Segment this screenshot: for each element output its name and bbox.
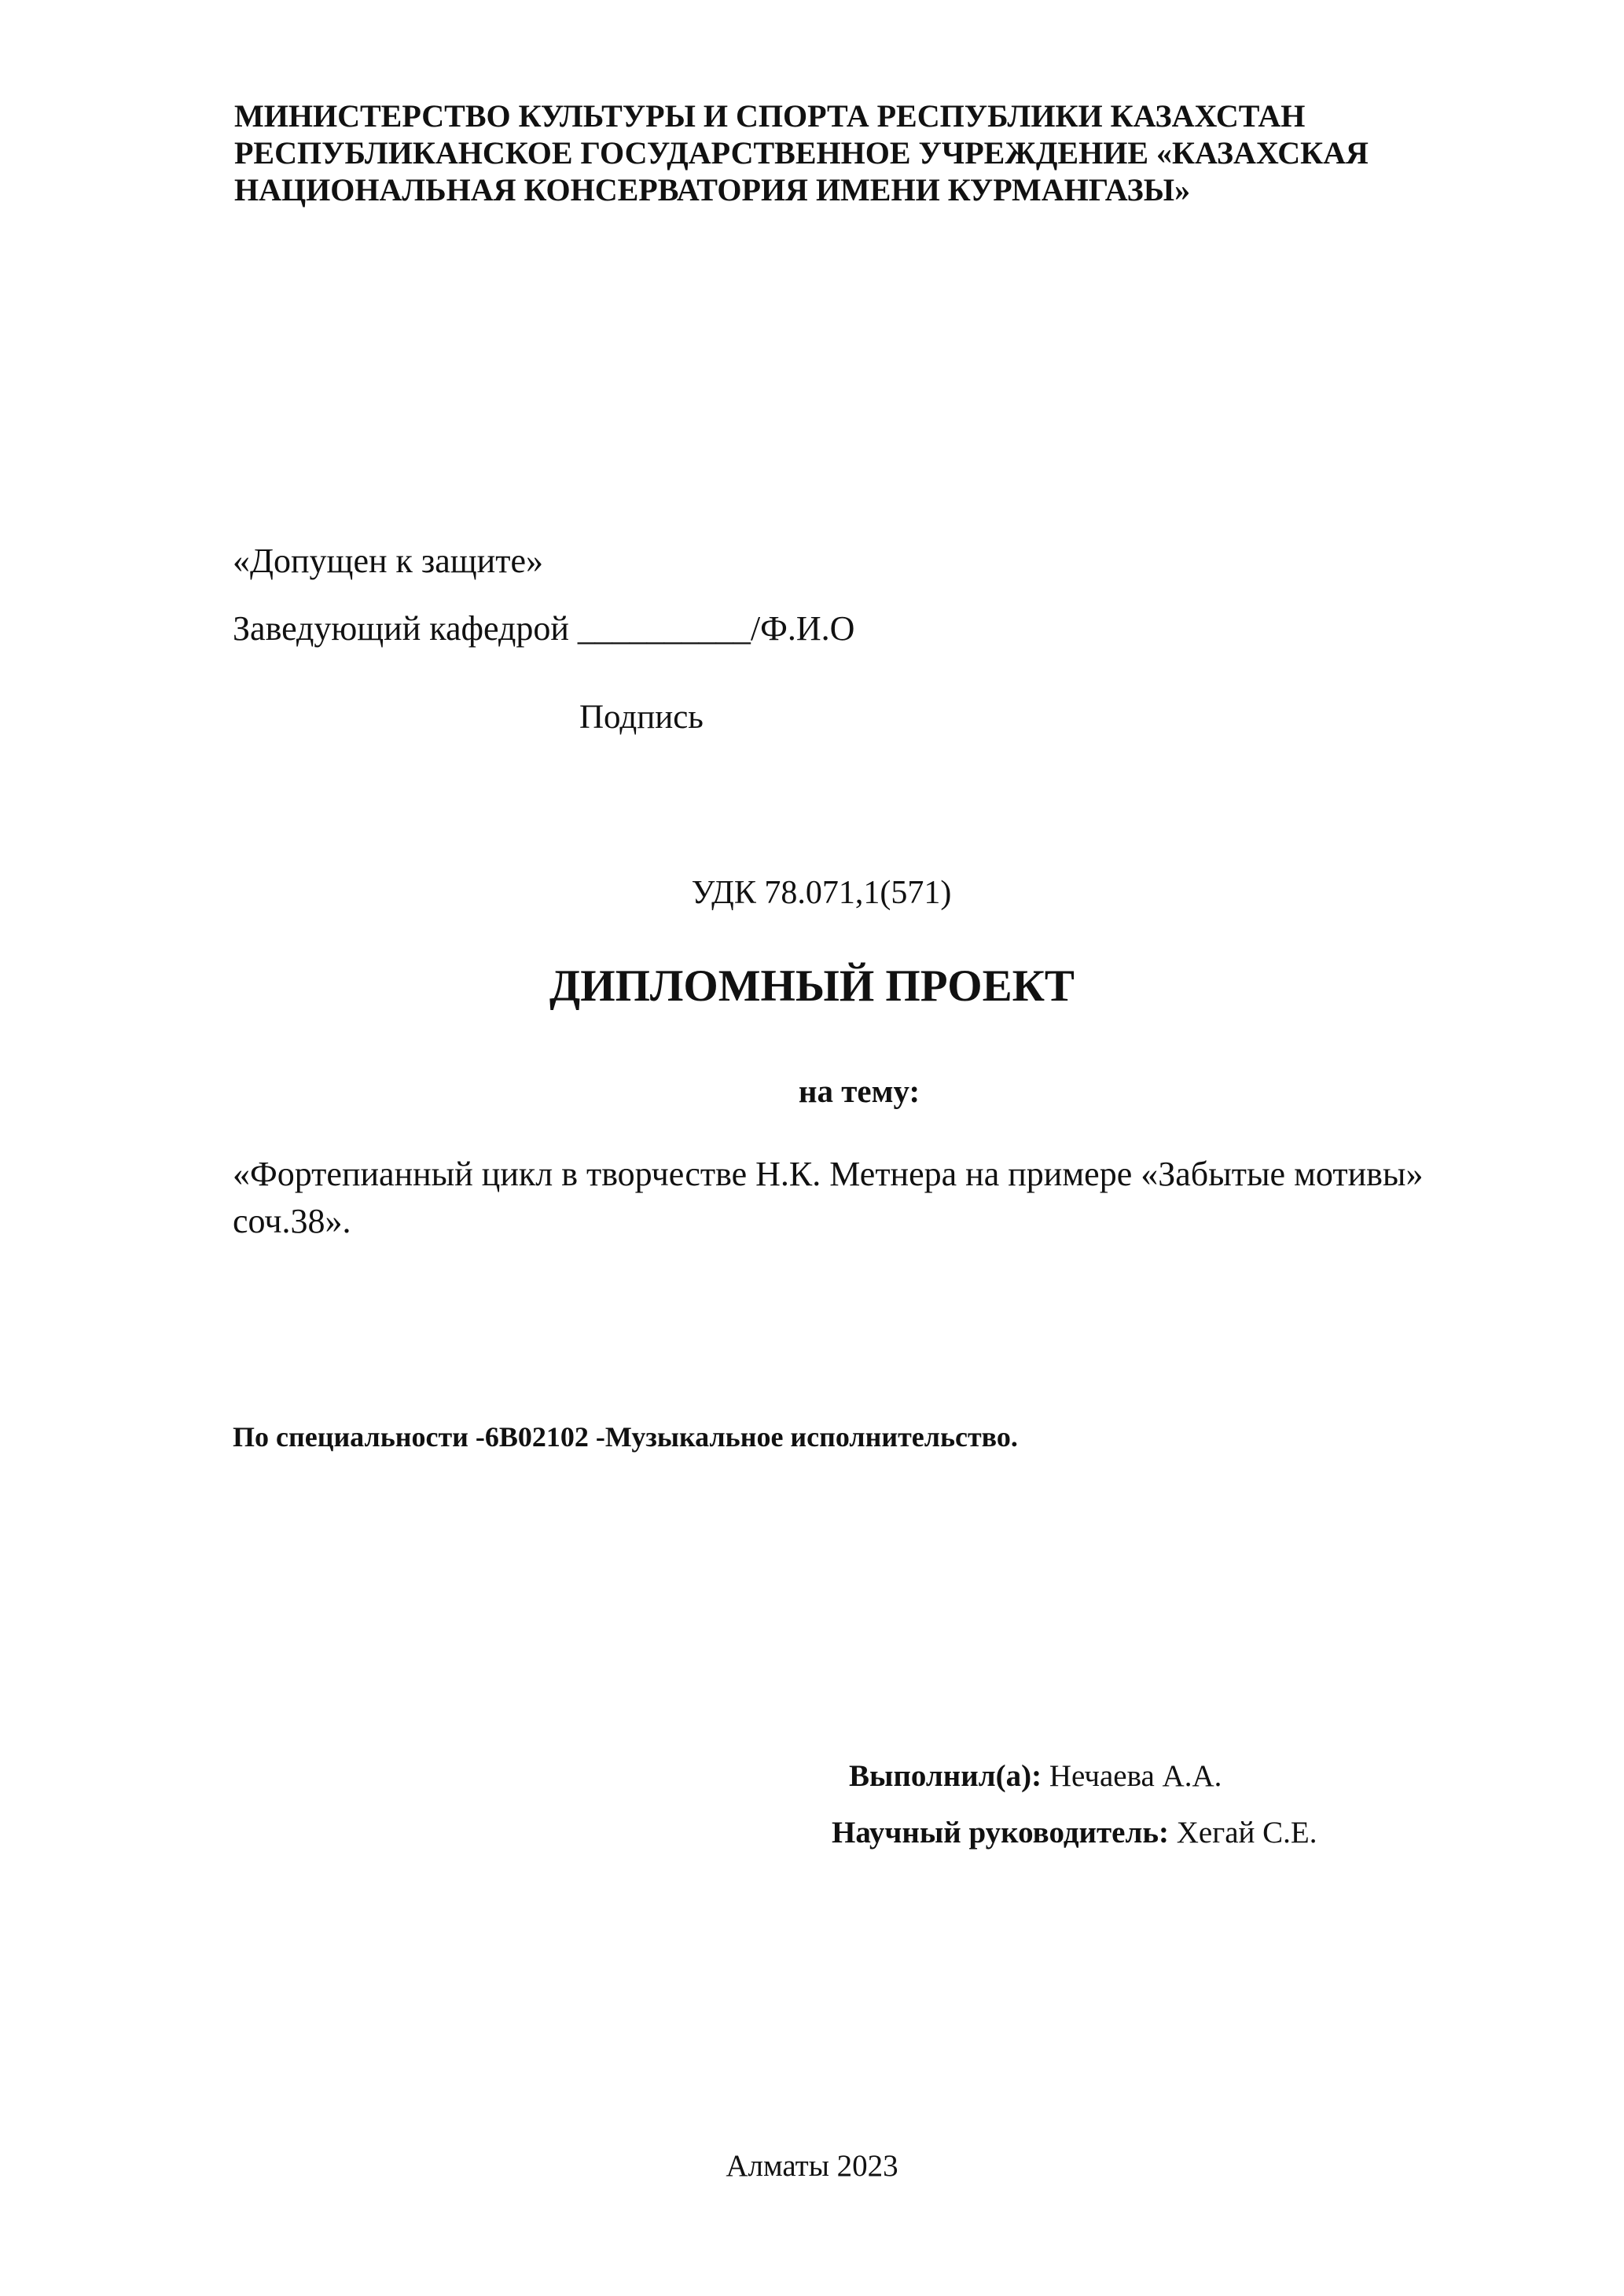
thesis-topic-line-1: «Фортепианный цикл в творчестве Н.К. Метнера на примере «Забытые мотивы» [233,1155,1424,1193]
document-type-text: ДИПЛОМНЫЙ ПРОЕКТ [549,961,1075,1011]
on-topic-text: на тему: [798,1073,920,1109]
performer-label: Выполнил(а): [849,1759,1042,1793]
city-and-year [0,2147,1624,2185]
specialty-line: По специальности -6В02102 -Музыкальное исполнительство. [233,1421,1018,1453]
city-and-year-text: Алматы 2023 [726,2149,898,2183]
header-line-conservatory: НАЦИОНАЛЬНАЯ КОНСЕРВАТОРИЯ ИМЕНИ КУРМАНГАЗЫ» [234,172,1191,208]
on-topic-label [0,1071,1624,1111]
thesis-topic [233,1151,1423,1245]
udc-code-text: УДК 78.071,1(571) [691,875,952,911]
signature-label: Подпись [579,699,704,736]
thesis-topic-line-2: соч.38». [233,1202,351,1240]
institution-header [234,97,1369,208]
supervisor-line [832,1814,1317,1852]
document-type-title [0,961,1624,1012]
header-line-institution: РЕСПУБЛИКАНСКОЕ ГОСУДАРСТВЕННОЕ УЧРЕЖДЕНИЕ «КАЗАХСКАЯ [234,135,1369,171]
admitted-to-defense: «Допущен к защите» [233,542,543,580]
header-line-ministry: МИНИСТЕРСТВО КУЛЬТУРЫ И СПОРТА РЕСПУБЛИКИ КАЗАХСТАН [234,98,1306,134]
supervisor-name: Хегай С.Е. [1168,1816,1317,1850]
performer-line [849,1758,1222,1795]
performer-name: Нечаева А.А. [1042,1759,1222,1793]
head-of-department-line: Заведующий кафедрой __________/Ф.И.О [233,609,855,648]
udc-code [0,872,1624,913]
supervisor-label: Научный руководитель: [832,1816,1169,1850]
